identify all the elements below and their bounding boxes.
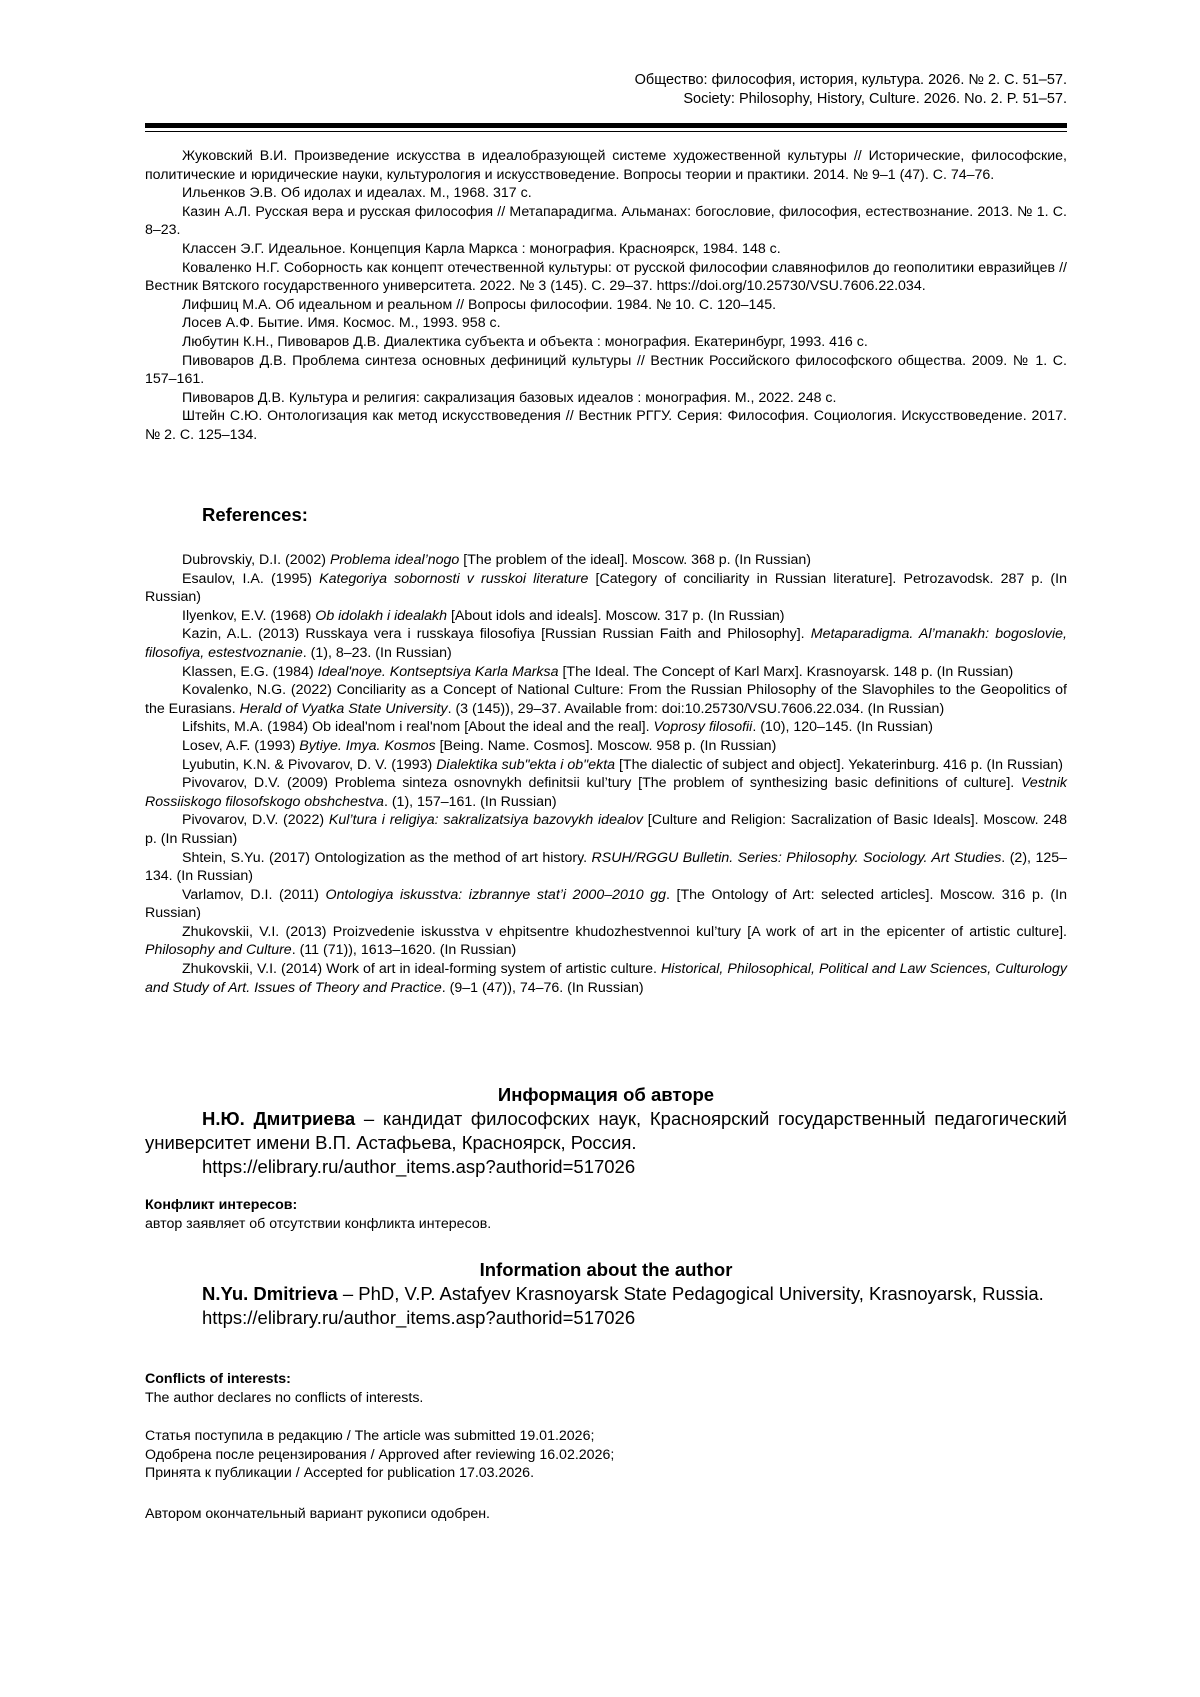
reference-italic-segment: Voprosy filosofii	[653, 719, 753, 736]
ru-reference: Пивоваров Д.В. Культура и религия: сакрализация базовых идеалов : монография. М., 2022. 248 с.	[182, 389, 837, 406]
author-info-en	[145, 1258, 1067, 1330]
conflict-text-ru: автор заявляет об отсутствии конфликта интересов.	[145, 1215, 492, 1232]
reference-segment: Klassen, E.G. (1984)	[182, 663, 318, 680]
en-reference	[145, 960, 1067, 997]
date-submitted: Статья поступила в редакцию / The article was submitted 19.01.2026;	[145, 1428, 595, 1444]
references-heading: References:	[202, 504, 308, 525]
ru-reference: Жуковский В.И. Произведение искусства в идеалобразующей системе художественной культуры // Исторические, философские, политические и юридические науки, культурология и искусствоведение. Вопросы теории и практики. 2014. № 9–1 (47). С. 74–76.	[145, 148, 1067, 183]
reference-italic-segment: Bytiye. Imya. Kosmos	[299, 737, 436, 754]
author-link-ru[interactable]	[145, 1155, 1067, 1179]
author-affiliation-ru: – кандидат философских наук, Красноярский государственный педагогический университет имени В.П. Астафьева, Красноярск, Россия.	[145, 1108, 1067, 1153]
reference-segment: [The dialectic of subject and object]. Yekaterinburg. 416 p. (In Russian)	[615, 756, 1063, 773]
author-info-title-en: Information about the author	[479, 1259, 733, 1280]
ru-reference: Ильенков Э.В. Об идолах и идеалах. М., 1968. 317 с.	[182, 185, 532, 202]
ru-reference: Штейн С.Ю. Онтологизация как метод искусствоведения // Вестник РГГУ. Серия: Философия. Социология. Искусствоведение. 2017. № 2. С. 125–134.	[145, 408, 1067, 443]
date-approved: Одобрена после рецензирования / Approved after reviewing 16.02.2026;	[145, 1446, 615, 1463]
reference-italic-segment: Historical, Philosophical, Political and Law Sciences, Culturology and Study of Art. Issues of Theory and Practice	[145, 961, 1067, 996]
reference-segment: Lifshits, M.A. (1984) Ob ideal'nom i real'nom [About the ideal and the real].	[182, 719, 654, 736]
reference-segment: Zhukovskii, V.I. (2014) Work of art in ideal-forming system of artistic culture.	[182, 961, 662, 978]
reference-italic-segment: RSUH/RGGU Bulletin. Series: Philosophy. Sociology. Art Studies	[591, 849, 1002, 866]
reference-segment: Zhukovskii, V.I. (2013) Proizvedenie iskusstva v ehpitsentre khudozhestvennoi kul’tury [A work of art in the epicenter of artistic culture].	[182, 923, 1067, 940]
reference-italic-segment: Ideal'noye. Kontseptsiya Karla Marksa	[317, 663, 559, 680]
reference-segment: Pivovarov, D.V. (2022)	[182, 812, 329, 829]
header-rule-thin	[145, 131, 1067, 132]
conflict-ru	[145, 1196, 1067, 1233]
reference-italic-segment: Ob idolakh i idealakh	[315, 607, 447, 624]
en-reference	[145, 756, 1067, 775]
reference-italic-segment: Kul’tura i religiya: sakralizatsiya bazovykh idealov	[328, 812, 643, 829]
en-reference	[145, 625, 1067, 662]
reference-segment: [Being. Name. Cosmos]. Moscow. 958 p. (In Russian)	[435, 737, 777, 754]
author-link-text-en[interactable]: https://elibrary.ru/author_items.asp?authorid=517026	[202, 1307, 636, 1328]
en-reference	[145, 718, 1067, 737]
reference-segment: Pivovarov, D.V. (2009) Problema sinteza osnovnykh definitsii kul’tury [The problem of synthesizing basic definitions of culture].	[182, 775, 1021, 792]
en-reference	[145, 811, 1067, 848]
en-reference	[145, 923, 1067, 960]
header-line-ru: Общество: философия, история, культура. 2026. № 2. С. 51–57.	[634, 72, 1067, 88]
reference-italic-segment: Ontologiya iskusstva: izbrannye stat’i 2000–2010 gg	[325, 886, 667, 903]
date-accepted: Принята к публикации / Accepted for publication 17.03.2026.	[145, 1465, 535, 1482]
en-reference	[145, 570, 1067, 607]
ru-reference: Коваленко Н.Г. Соборность как концепт отечественной культуры: от русской философии славянофилов до геополитики евразийцев // Вестник Вятского государственного университета. 2022. № 3 (145). С. 29–37. https://doi.org/10.25730/VSU.7606.22.034.	[145, 259, 1067, 295]
reference-segment: . [The Ontology of Art: selected articles]. Moscow. 316 p. (In Russian)	[145, 886, 1067, 922]
author-name-en: N.Yu. Dmitrieva	[202, 1283, 338, 1304]
en-reference	[145, 737, 1067, 756]
author-description-ru	[145, 1107, 1067, 1155]
en-reference	[145, 886, 1067, 923]
reference-segment: [The Ideal. The Concept of Karl Marx]. Krasnoyarsk. 148 p. (In Russian)	[558, 663, 1014, 680]
reference-segment: . (9–1 (47)), 74–76. (In Russian)	[441, 979, 644, 996]
reference-segment: . (11 (71)), 1613–1620. (In Russian)	[291, 942, 517, 959]
author-link-en[interactable]	[145, 1306, 1067, 1330]
ru-reference: Пивоваров Д.В. Проблема синтеза основных дефиниций культуры // Вестник Российского философского общества. 2009. № 1. С. 157–161.	[145, 352, 1067, 388]
reference-segment: [Culture and Religion: Sacralization of Basic Ideals]. Moscow. 248 p. (In Russian)	[145, 812, 1068, 847]
author-info-title-ru: Информация об авторе	[497, 1084, 715, 1105]
reference-segment: . (1), 157–161. (In Russian)	[383, 793, 557, 810]
conflict-text-en: The author declares no conflicts of interests.	[145, 1389, 424, 1406]
reference-segment: Shtein, S.Yu. (2017) Ontologization as the method of art history.	[182, 849, 592, 866]
journal-header	[145, 71, 1067, 109]
ru-reference: Лифшиц М.А. Об идеальном и реальном // Вопросы философии. 1984. № 10. С. 120–145.	[182, 296, 777, 313]
reference-segment: . (2), 125–134. (In Russian)	[145, 849, 1068, 885]
header-rule-thick	[145, 123, 1067, 128]
en-reference	[145, 681, 1067, 718]
en-reference	[145, 849, 1067, 886]
reference-segment: Kovalenko, N.G. (2022) Conciliarity as a Concept of National Culture: From the Russian Philosophy of the Slavophiles to the Geopolitics of the Eurasians.	[145, 682, 1067, 717]
article-dates	[145, 1427, 1067, 1483]
reference-segment: Losev, A.F. (1993)	[182, 737, 300, 754]
header-line-en: Society: Philosophy, History, Culture. 2026. No. 2. P. 51–57.	[683, 91, 1067, 107]
ru-reference: Любутин К.Н., Пивоваров Д.В. Диалектика субъекта и объекта : монография. Екатеринбург, 1993. 416 с.	[182, 333, 868, 350]
author-description-en	[145, 1282, 1067, 1306]
author-info-ru	[145, 1083, 1067, 1179]
reference-segment: . (1), 8–23. (In Russian)	[302, 644, 452, 661]
author-name-ru: Н.Ю. Дмитриева	[202, 1108, 356, 1129]
reference-italic-segment: Philosophy and Culture	[145, 942, 292, 959]
russian-reference-list	[145, 147, 1067, 445]
reference-segment: [Category of conciliarity in Russian literature]. Petrozavodsk. 287 p. (In Russian)	[145, 570, 1067, 606]
reference-italic-segment: Problema ideal’nogo	[329, 552, 460, 568]
reference-segment: Dubrovskiy, D.I. (2002)	[182, 552, 330, 568]
reference-italic-segment: Kategoriya sobornosti v russkoi literature	[319, 570, 589, 587]
reference-segment: Ilyenkov, E.V. (1968)	[182, 607, 316, 624]
conflict-title-en: Conflicts of interests:	[145, 1371, 291, 1387]
reference-segment: [The problem of the ideal]. Moscow. 368 p. (In Russian)	[459, 552, 812, 568]
author-link-text-ru[interactable]: https://elibrary.ru/author_items.asp?authorid=517026	[202, 1156, 636, 1177]
en-reference	[145, 551, 1067, 570]
reference-segment: [About idols and ideals]. Moscow. 317 p. (In Russian)	[447, 607, 785, 624]
final-note: Автором окончательный вариант рукописи одобрен.	[145, 1506, 491, 1522]
ru-reference: Лосев А.Ф. Бытие. Имя. Космос. М., 1993. 958 с.	[182, 315, 501, 332]
conflict-en	[145, 1370, 1067, 1407]
ru-reference: Казин А.Л. Русская вера и русская философия // Метапарадигма. Альманах: богословие, философия, естествознание. 2013. № 1. С. 8–23.	[145, 203, 1067, 239]
en-reference	[145, 774, 1067, 811]
reference-italic-segment: Herald of Vyatka State University	[239, 700, 448, 717]
reference-segment: . (3 (145)), 29–37. Available from: doi:10.25730/VSU.7606.22.034. (In Russian)	[447, 700, 945, 717]
reference-italic-segment: Vestnik Rossiiskogo filosofskogo obshchestva	[145, 775, 1067, 810]
en-reference	[145, 607, 1067, 626]
reference-segment: Kazin, A.L. (2013) Russkaya vera i russkaya filosofiya [Russian Russian Faith and Philosophy].	[182, 626, 811, 643]
reference-italic-segment: Metaparadigma. Al’manakh: bogoslovie, filosofiya, estestvoznanie	[145, 626, 1067, 661]
english-reference-list	[145, 551, 1067, 997]
reference-italic-segment: Dialektika sub"ekta i ob"ekta	[436, 756, 616, 773]
conflict-title-ru: Конфликт интересов:	[145, 1197, 298, 1213]
author-affiliation-en: – PhD, V.P. Astafyev Krasnoyarsk State Pedagogical University, Krasnoyarsk, Russia.	[337, 1283, 1044, 1304]
en-reference	[145, 663, 1067, 682]
reference-segment: Esaulov, I.A. (1995)	[182, 570, 320, 587]
reference-segment: Lyubutin, K.N. & Pivovarov, D. V. (1993)	[182, 756, 437, 773]
reference-segment: . (10), 120–145. (In Russian)	[752, 719, 933, 736]
reference-segment: Varlamov, D.I. (2011)	[182, 886, 326, 903]
ru-reference: Классен Э.Г. Идеальное. Концепция Карла Маркса : монография. Красноярск, 1984. 148 с.	[182, 240, 781, 257]
